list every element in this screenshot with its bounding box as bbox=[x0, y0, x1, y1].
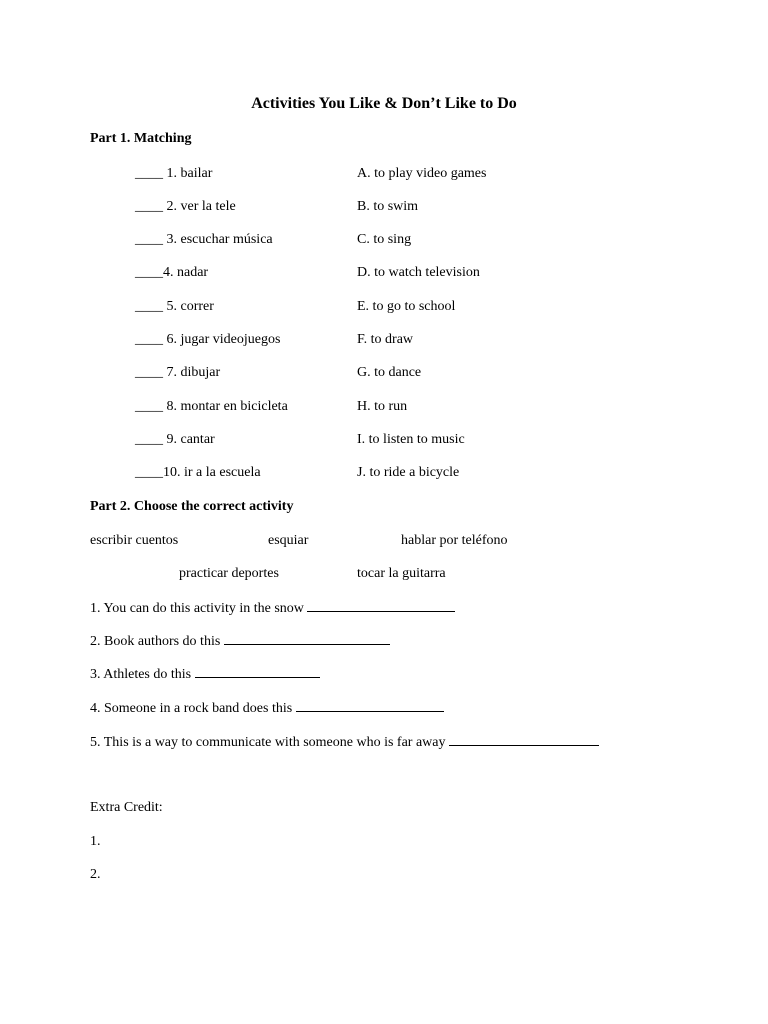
matching-prompt: ____ 7. dibujar bbox=[135, 365, 221, 380]
question-text: 1. You can do this activity in the snow bbox=[90, 601, 304, 616]
answer-blank bbox=[307, 599, 455, 612]
matching-prompt: ____ 5. correr bbox=[135, 299, 214, 314]
question-line bbox=[90, 632, 390, 651]
matching-prompt: ____ 3. escuchar música bbox=[135, 232, 273, 247]
word-bank-item: escribir cuentos bbox=[90, 533, 179, 548]
matching-answer: A. to play video games bbox=[357, 166, 487, 181]
question-text: 4. Someone in a rock band does this bbox=[90, 701, 293, 716]
answer-blank bbox=[195, 665, 320, 678]
question-line bbox=[90, 699, 444, 718]
matching-answer: H. to run bbox=[357, 399, 408, 414]
matching-prompt: ____ 8. montar en bicicleta bbox=[135, 399, 288, 414]
matching-answer: G. to dance bbox=[357, 365, 422, 380]
question-line bbox=[90, 599, 455, 618]
matching-prompt: ____10. ir a la escuela bbox=[135, 465, 261, 480]
matching-answer: I. to listen to music bbox=[357, 432, 465, 447]
answer-blank bbox=[224, 632, 390, 645]
matching-prompt: ____ 2. ver la tele bbox=[135, 199, 236, 214]
word-bank-item: tocar la guitarra bbox=[357, 566, 446, 581]
question-text: 5. This is a way to communicate with someone who is far away bbox=[90, 735, 446, 750]
question-line bbox=[90, 665, 320, 684]
extra-credit-heading: Extra Credit: bbox=[90, 800, 163, 815]
matching-answer: F. to draw bbox=[357, 332, 414, 347]
word-bank-item: esquiar bbox=[268, 533, 309, 548]
part2-heading: Part 2. Choose the correct activity bbox=[90, 499, 294, 514]
matching-prompt: ____ 9. cantar bbox=[135, 432, 215, 447]
matching-prompt: ____4. nadar bbox=[135, 265, 209, 280]
worksheet-title: Activities You Like & Don’t Like to Do bbox=[251, 95, 517, 112]
matching-answer: E. to go to school bbox=[357, 299, 456, 314]
extra-credit-line: 2. bbox=[90, 867, 101, 882]
question-line bbox=[90, 733, 599, 752]
matching-prompt: ____ 1. bailar bbox=[135, 166, 213, 181]
matching-answer: C. to sing bbox=[357, 232, 412, 247]
answer-blank bbox=[296, 699, 444, 712]
answer-blank bbox=[449, 733, 599, 746]
extra-credit-line: 1. bbox=[90, 834, 101, 849]
question-text: 2. Book authors do this bbox=[90, 634, 221, 649]
matching-answer: J. to ride a bicycle bbox=[357, 465, 460, 480]
word-bank-item: hablar por teléfono bbox=[401, 533, 508, 548]
matching-prompt: ____ 6. jugar videojuegos bbox=[135, 332, 281, 347]
word-bank-item: practicar deportes bbox=[179, 566, 279, 581]
matching-answer: B. to swim bbox=[357, 199, 419, 214]
matching-answer: D. to watch television bbox=[357, 265, 480, 280]
part1-heading: Part 1. Matching bbox=[90, 131, 192, 146]
question-text: 3. Athletes do this bbox=[90, 667, 192, 682]
